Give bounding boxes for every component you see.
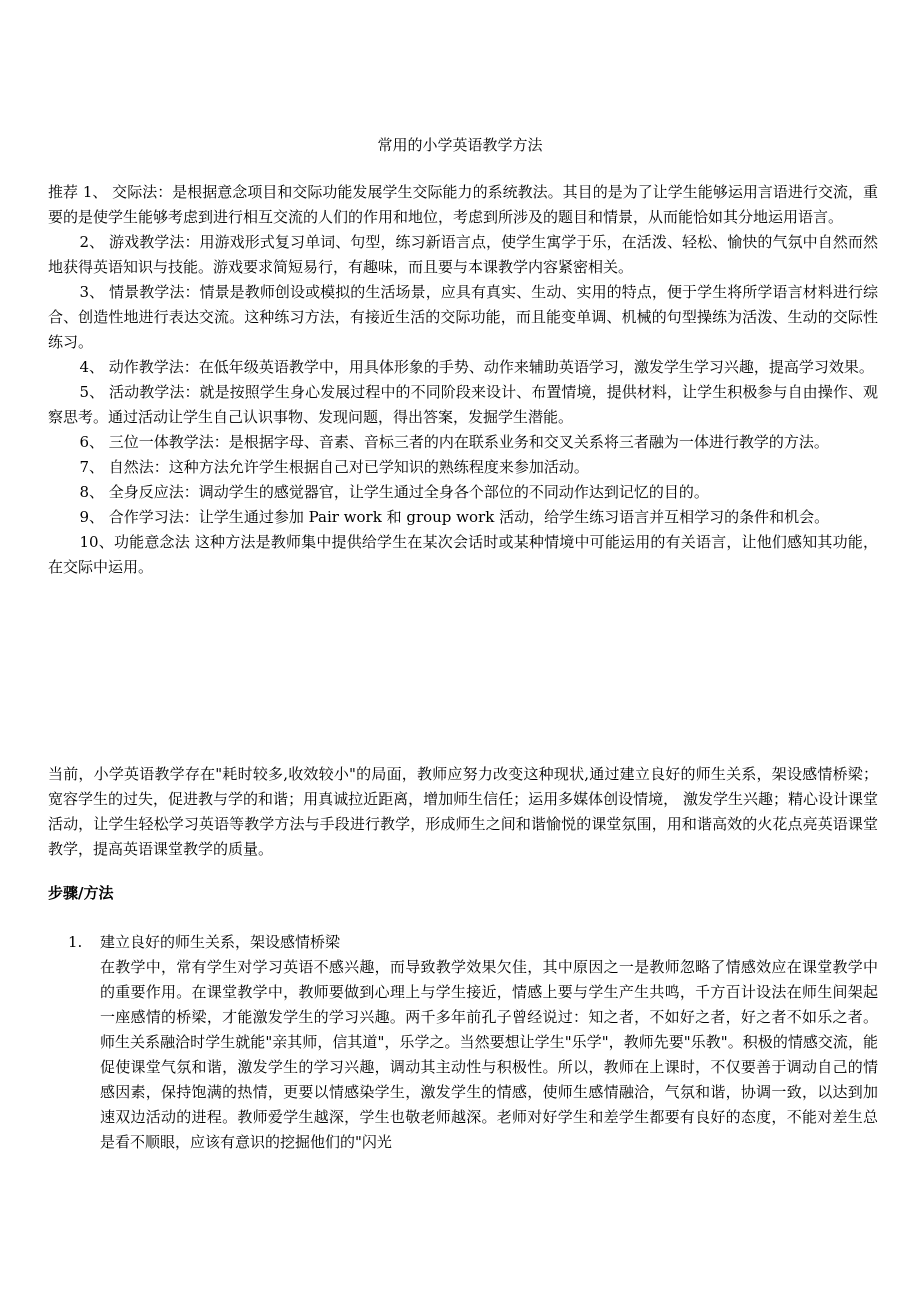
method-paragraph: 3、 情景教学法：情景是教师创设或模拟的生活场景，应具有真实、生动、实用的特点，便于学生将所学语言材料进行综合、创造性地进行表达交流。这种练习方法，有接近生活的交际功能，而且能变单调、机械的句型操练为活泼、生动的交际性练习。 — [48, 283, 878, 351]
document-title: 常用的小学英语教学方法 — [377, 136, 543, 154]
method-paragraph: 9、 合作学习法：让学生通过参加 Pair work 和 group work 活动，给学生练习语言并互相学习的条件和机会。 — [79, 508, 830, 526]
method-paragraph: 5、 活动教学法：就是按照学生身心发展过程中的不同阶段来设计、布置情境，提供材料，让学生积极参与自由操作、观察思考。通过活动让学生自己认识事物、发现问题，得出答案，发掘学生潜能。 — [48, 383, 878, 426]
step-item — [68, 930, 878, 1155]
step-number: 1. — [68, 933, 83, 951]
methods-list — [48, 180, 878, 580]
method-paragraph: 7、 自然法：这种方法允许学生根据自己对已学知识的熟练程度来参加活动。 — [79, 458, 589, 476]
section-heading: 步骤/方法 — [48, 884, 114, 902]
steps-list — [68, 930, 878, 1155]
method-paragraph: 4、 动作教学法：在低年级英语教学中，用具体形象的手势、动作来辅助英语学习，激发学生学习兴趣，提高学习效果。 — [79, 358, 874, 376]
intro-paragraph: 当前，小学英语教学存在"耗时较多,收效较小"的局面，教师应努力改变这种现状,通过建立良好的师生关系，架设感情桥梁；宽容学生的过失，促进教与学的和谐；用真诚拉近距离，增加师生信任；运用多媒体创设情境， 激发学生兴趣；精心设计课堂活动，让学生轻松学习英语等教学方法与手段进行教学，形成师生之间和谐愉悦的课堂氛围，用和谐高效的火花点亮英语课堂教学，提高英语课堂教学的质量。 — [48, 765, 878, 858]
step-title: 建立良好的师生关系，架设感情桥梁 — [100, 933, 341, 951]
step-body: 在教学中，常有学生对学习英语不感兴趣，而导致教学效果欠佳，其中原因之一是教师忽略了情感效应在课堂教学中的重要作用。在课堂教学中，教师要做到心理上与学生接近，情感上要与学生产生共鸣，千方百计设法在师生间架起一座感情的桥梁，才能激发学生的学习兴趣。两千多年前孔子曾经说过：知之者，不如好之者，好之者不如乐之者。师生关系融洽时学生就能"亲其师，信其道"，乐学之。当然要想让学生"乐学"，教师先要"乐教"。积极的情感交流，能促使课堂气氛和谐，激发学生的学习兴趣，调动其主动性与积极性。所以，教师在上课时，不仅要善于调动自己的情感因素，保持饱满的热情，更要以情感染学生，激发学生的情感，使师生感情融洽，气氛和谐，协调一致，以达到加速双边活动的进程。教师爱学生越深，学生也敬老师越深。老师对好学生和差学生都要有良好的态度，不能对差生总是看不顺眼，应该有意识的挖掘他们的"闪光 — [100, 958, 878, 1151]
method-paragraph: 8、 全身反应法：调动学生的感觉器官，让学生通过全身各个部位的不同动作达到记忆的目的。 — [79, 483, 709, 501]
method-paragraph: 2、 游戏教学法：用游戏形式复习单词、句型，练习新语言点，使学生寓学于乐，在活泼、轻松、愉快的气氛中自然而然地获得英语知识与技能。游戏要求简短易行，有趣味，而且要与本课教学内容紧密相关。 — [48, 233, 878, 276]
method-paragraph: 推荐 1、 交际法：是根据意念项目和交际功能发展学生交际能力的系统教法。其目的是为了让学生能够运用言语进行交流，重要的是使学生能够考虑到进行相互交流的人们的作用和地位，考虑到所涉及的题目和情景，从而能恰如其分地运用语言。 — [48, 183, 878, 226]
method-paragraph: 6、 三位一体教学法：是根据字母、音素、音标三者的内在联系业务和交叉关系将三者融为一体进行教学的方法。 — [79, 433, 829, 451]
method-paragraph: 10、功能意念法 这种方法是教师集中提供给学生在某次会话时或某种情境中可能运用的有关语言，让他们感知其功能，在交际中运用。 — [48, 533, 878, 576]
